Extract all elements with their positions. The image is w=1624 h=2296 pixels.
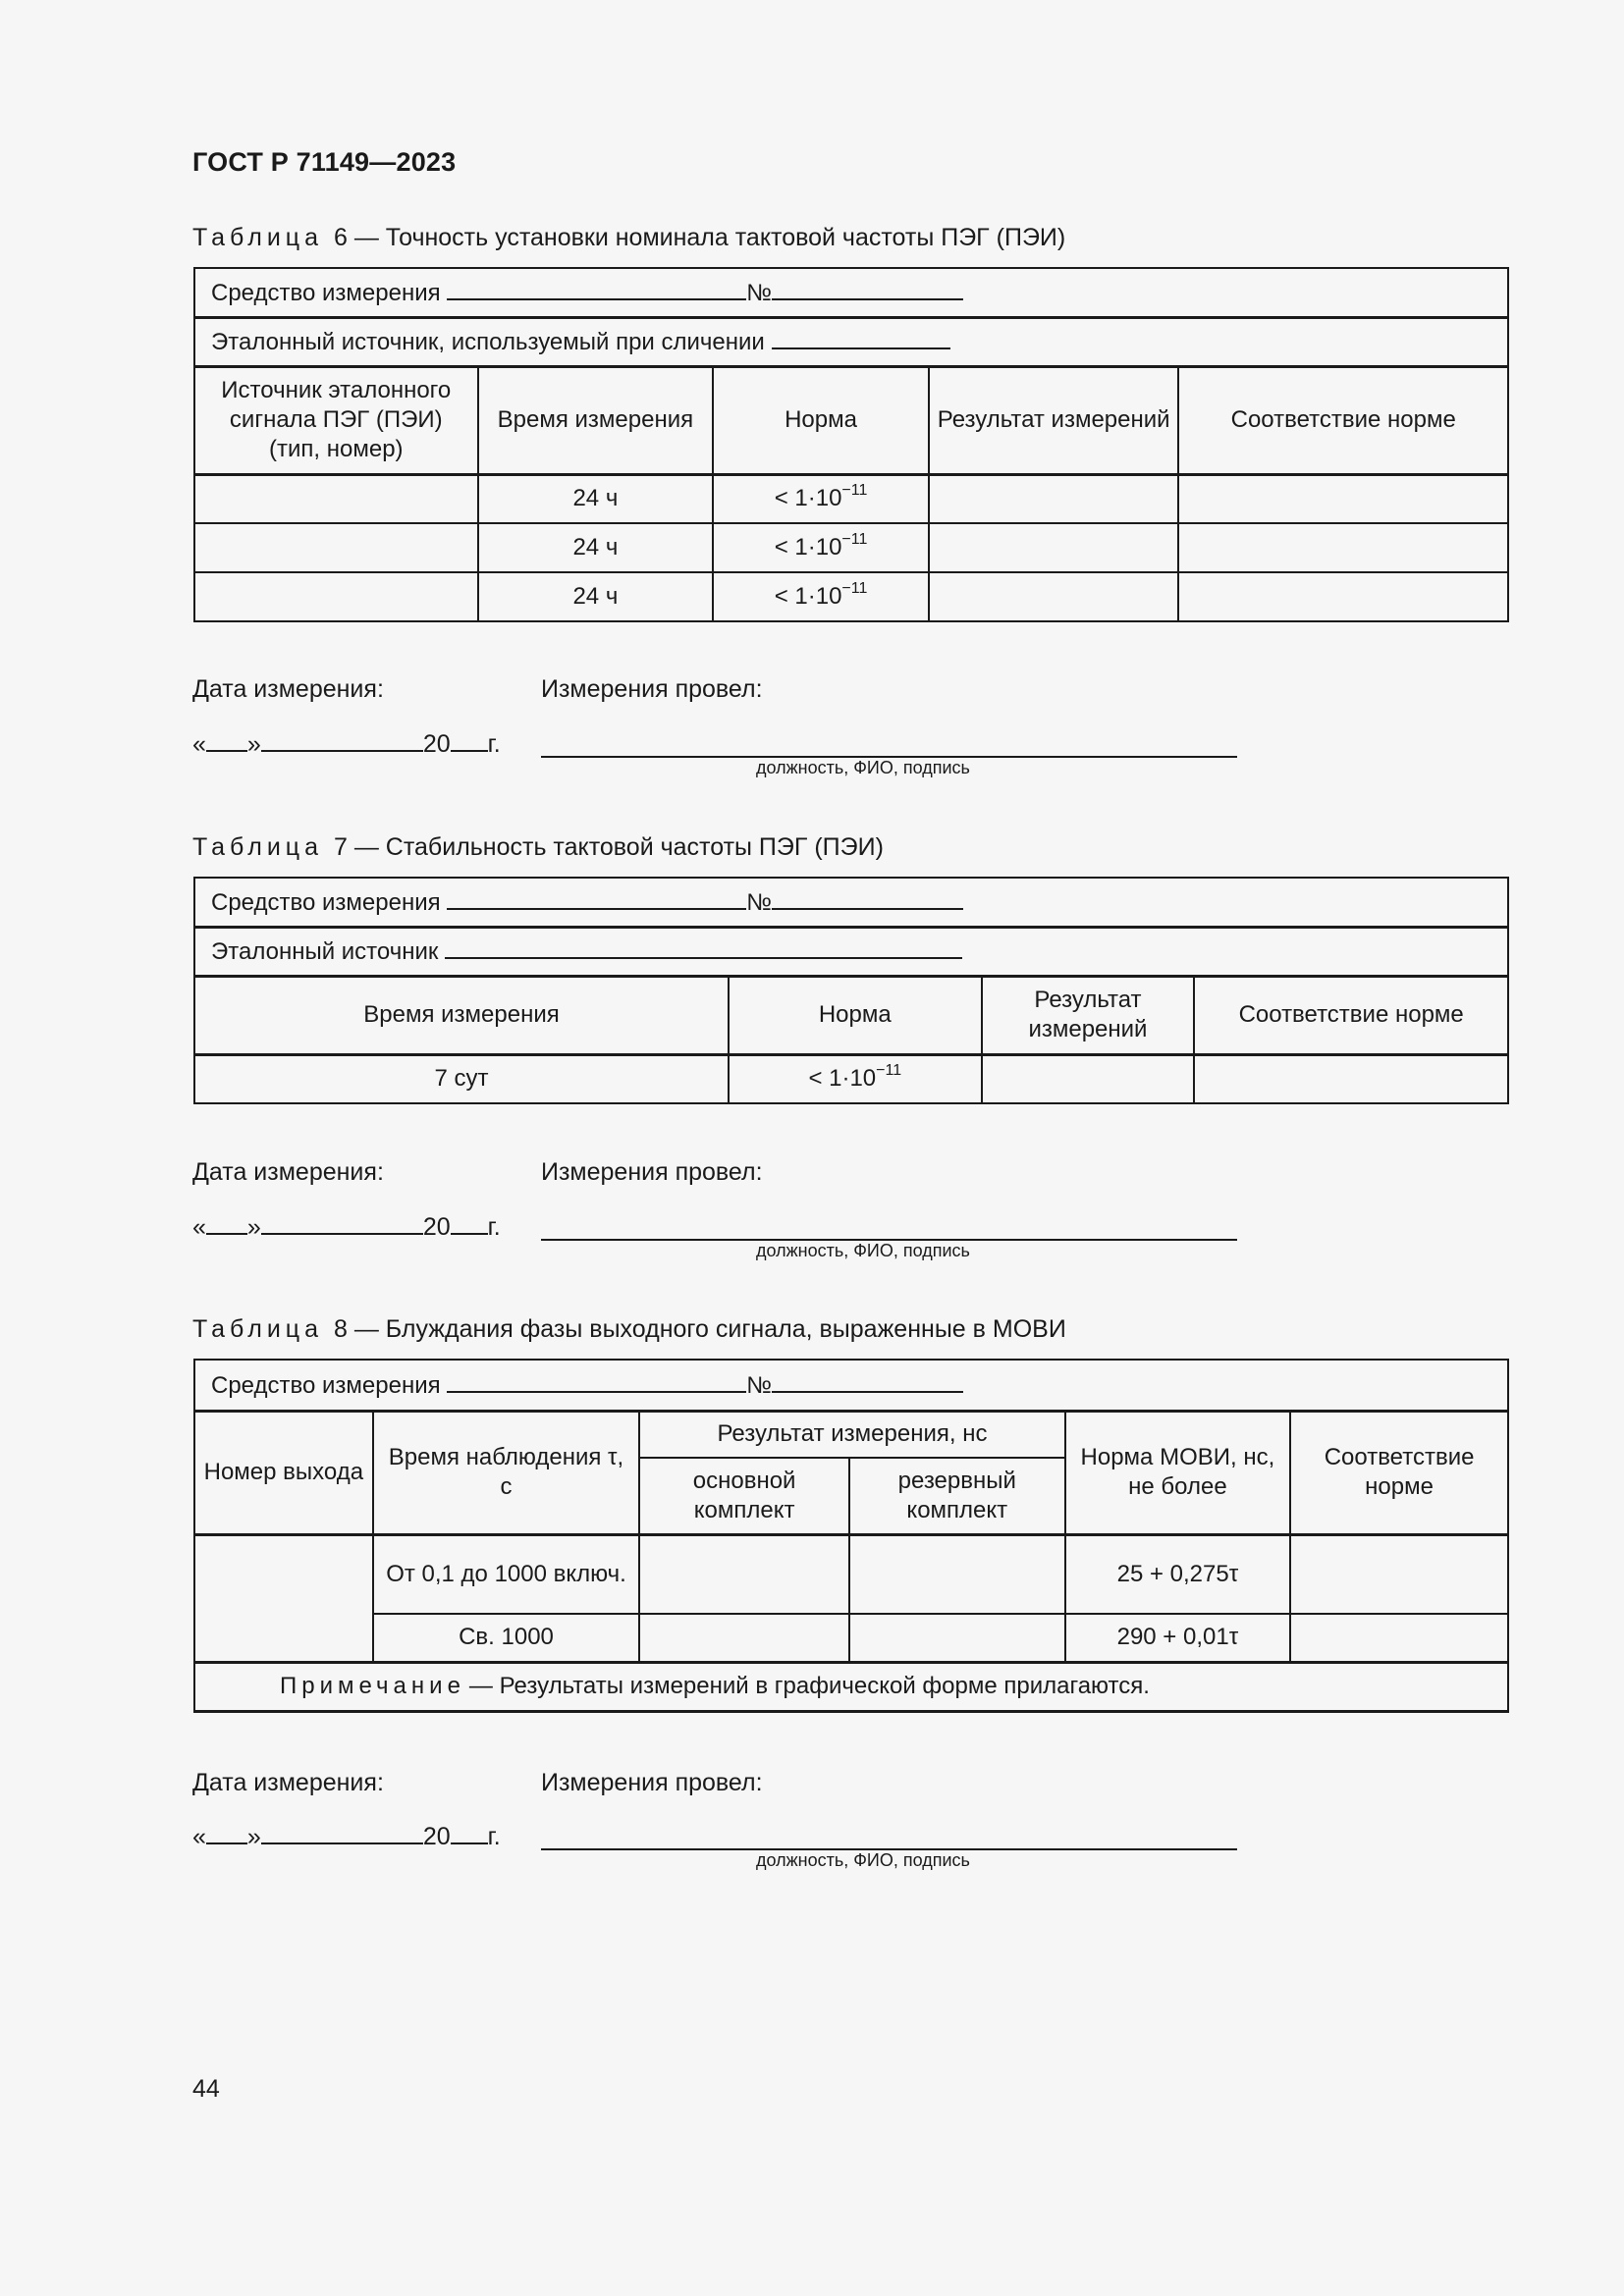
table8-col-output: Номер выхода: [194, 1411, 373, 1534]
compliance-cell: [1178, 523, 1508, 572]
table6-caption: [192, 224, 1065, 252]
table6-col-norm: Норма: [713, 366, 929, 474]
time-cell: 7 сут: [194, 1054, 729, 1103]
table6-instrument-row: [194, 268, 1508, 317]
norm-cell: < $1\cdot 10^{-11}$: [729, 1054, 982, 1103]
time-cell: 24 ч: [478, 474, 714, 523]
table7-instrument-label: Средство измерения: [211, 888, 441, 916]
norm-cell: < $1\cdot 10^{-11}$: [713, 572, 929, 621]
table7-reference-label: Эталонный источник: [211, 938, 439, 965]
table6-caption-text: 6 — Точность установки номинала тактовой частоты ПЭГ (ПЭИ): [333, 224, 1066, 251]
result-cell: [929, 523, 1179, 572]
document-code: ГОСТ Р 71149—2023: [192, 147, 457, 177]
norm-cell: 25 + 0,275τ: [1065, 1534, 1291, 1614]
table7: [193, 877, 1509, 1104]
time-cell: От 0,1 до 1000 включ.: [373, 1534, 640, 1614]
table-row: [194, 1054, 1508, 1103]
compliance-cell: [1194, 1054, 1508, 1103]
table8-instrument-label: Средство измерения: [211, 1371, 441, 1399]
table8-caption-prefix: Таблица: [192, 1315, 324, 1343]
table7-col-norm: Норма: [729, 976, 982, 1054]
table-row: [194, 1614, 1508, 1662]
table7-col-compliance: Соответствие норме: [1194, 976, 1508, 1054]
table7-caption: [192, 833, 884, 862]
table8-col-compliance: Соответствие норме: [1290, 1411, 1508, 1534]
table8-col-norm: Норма МОВИ, нс, не более: [1065, 1411, 1291, 1534]
table7-reference-row: [194, 927, 1508, 976]
table6-reference-row: [194, 317, 1508, 366]
reference-blank: [445, 935, 962, 959]
table6: [193, 267, 1509, 622]
page-number: 44: [192, 2075, 220, 2103]
table7-col-time: Время измерения: [194, 976, 729, 1054]
table7-caption-prefix: Таблица: [192, 833, 324, 861]
table7-caption-text: 7 — Стабильность тактовой частоты ПЭГ (ПЭИ): [333, 833, 884, 861]
result-cell: [929, 572, 1179, 621]
signature-caption: должность, ФИО, подпись: [756, 1850, 970, 1870]
table8-caption: [192, 1315, 1066, 1344]
compliance-cell: [1290, 1614, 1508, 1662]
number-blank: [772, 886, 963, 910]
instrument-blank: [447, 1369, 746, 1393]
table6-col-source: Источник эталонного сигнала ПЭГ (ПЭИ) (тип, номер): [194, 366, 478, 474]
table6-col-time: Время измерения: [478, 366, 714, 474]
table6-caption-prefix: Таблица: [192, 224, 324, 251]
main-cell: [639, 1534, 849, 1614]
main-cell: [639, 1614, 849, 1662]
date-field: « » 20 г.: [192, 1823, 501, 1850]
table6-instrument-label: Средство измерения: [211, 279, 441, 306]
table-row: [194, 572, 1508, 621]
reference-blank: [772, 326, 950, 349]
result-cell: [929, 474, 1179, 523]
table8-col-time: Время наблюдения τ, с: [373, 1411, 640, 1534]
norm-cell: < $1\cdot 10^{-11}$: [713, 474, 929, 523]
table6-reference-label: Эталонный источник, используемый при сличении: [211, 329, 765, 355]
date-label: Дата измерения:: [192, 675, 384, 703]
number-sign: №: [746, 279, 773, 306]
number-sign: №: [746, 1371, 773, 1399]
compliance-cell: [1178, 474, 1508, 523]
number-blank: [772, 1369, 963, 1393]
performer-label: Измерения провел:: [541, 1769, 763, 1796]
signature-caption: должность, ФИО, подпись: [756, 758, 970, 777]
signature-caption: должность, ФИО, подпись: [756, 1241, 970, 1260]
table-row: [194, 523, 1508, 572]
table6-col-result: Результат измерений: [929, 366, 1179, 474]
source-cell: [194, 572, 478, 621]
number-blank: [772, 277, 963, 300]
time-cell: 24 ч: [478, 572, 714, 621]
note-text: — Результаты измерений в графической форме прилагаются.: [468, 1673, 1150, 1699]
time-cell: 24 ч: [478, 523, 714, 572]
table8-col-result: Результат измерения, нс: [639, 1411, 1064, 1458]
source-cell: [194, 474, 478, 523]
table8-col-reserve: резервный комплект: [849, 1458, 1065, 1534]
table-row: [194, 1534, 1508, 1614]
output-cell: [194, 1534, 373, 1662]
compliance-cell: [1290, 1534, 1508, 1614]
number-sign: №: [746, 888, 773, 916]
date-label: Дата измерения:: [192, 1769, 384, 1796]
instrument-blank: [447, 277, 746, 300]
performer-label: Измерения провел:: [541, 675, 763, 703]
result-cell: [982, 1054, 1195, 1103]
compliance-cell: [1178, 572, 1508, 621]
norm-cell: < $1\cdot 10^{-11}$: [713, 523, 929, 572]
time-cell: Св. 1000: [373, 1614, 640, 1662]
table6-col-compliance: Соответствие норме: [1178, 366, 1508, 474]
date-field: « » 20 г.: [192, 730, 501, 758]
note-prefix: Примечание: [280, 1673, 465, 1699]
date-field: « » 20 г.: [192, 1213, 501, 1241]
source-cell: [194, 523, 478, 572]
table8-col-main: основной комплект: [639, 1458, 849, 1534]
table8-instrument-row: [194, 1360, 1508, 1411]
reserve-cell: [849, 1534, 1065, 1614]
table7-instrument-row: [194, 878, 1508, 927]
table8-note: [194, 1662, 1508, 1711]
date-label: Дата измерения:: [192, 1158, 384, 1186]
table8-caption-text: 8 — Блуждания фазы выходного сигнала, выраженные в МОВИ: [333, 1315, 1066, 1343]
reserve-cell: [849, 1614, 1065, 1662]
performer-label: Измерения провел:: [541, 1158, 763, 1186]
table-row: [194, 474, 1508, 523]
instrument-blank: [447, 886, 746, 910]
table8: [193, 1359, 1509, 1713]
table7-col-result: Результат измерений: [982, 976, 1195, 1054]
norm-cell: 290 + 0,01τ: [1065, 1614, 1291, 1662]
